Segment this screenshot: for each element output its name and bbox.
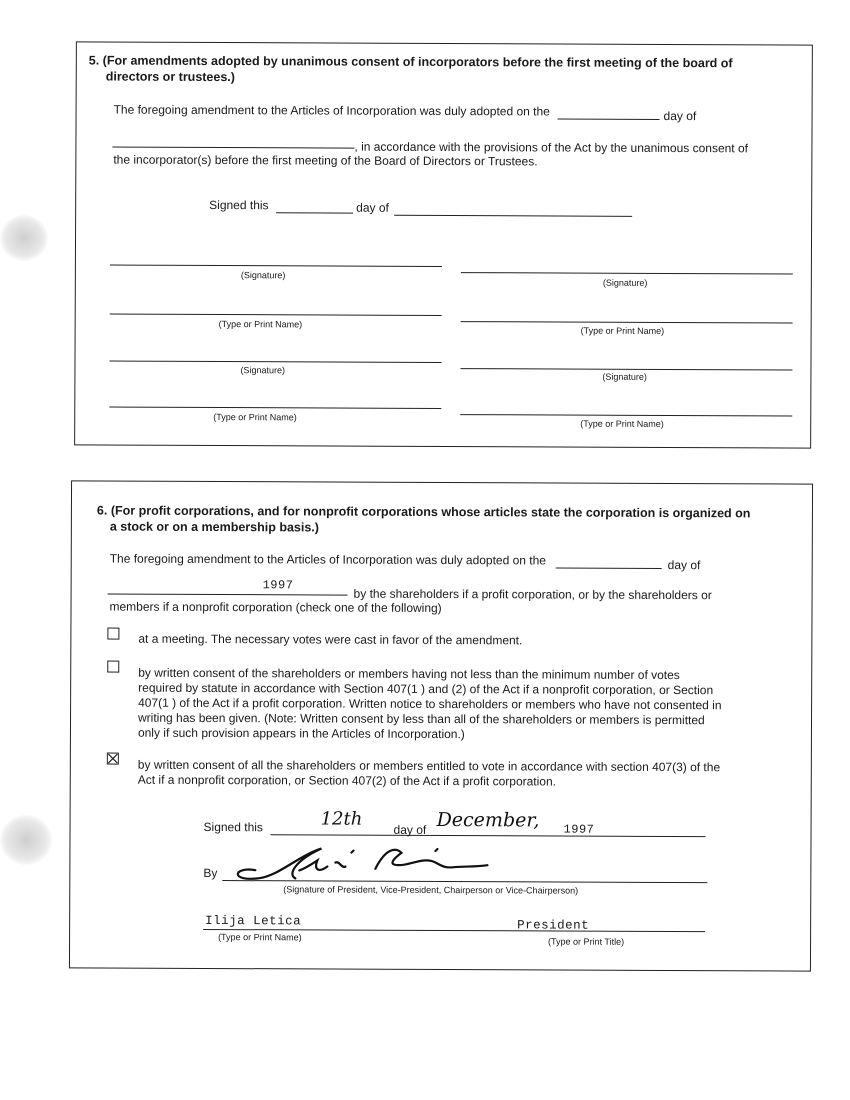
print-name-label-2: (Type or Print Name) [580, 325, 665, 336]
scan-smudge [0, 215, 48, 261]
signature-label-2: (Signature) [602, 277, 648, 288]
section-5-box [74, 41, 813, 448]
option-written-minimum-line: by written consent of the shareholders or members having not less than the minimum number of votes [138, 665, 680, 683]
scan-smudge [0, 815, 52, 865]
section-6-heading: 6. (For profit corporations, and for nonprofit corporations whose articles state the corporation is organized on [96, 503, 751, 521]
signed-month-blank[interactable] [394, 215, 632, 217]
print-name-label: (Type or Print Name) [218, 932, 302, 943]
signature-line-1[interactable] [110, 265, 442, 267]
day-of-text: day of [667, 557, 701, 573]
consent-text-cont: the incorporator(s) before the first meeting of the Board of Directors or Trustees. [113, 152, 538, 169]
consent-text: , in accordance with the provisions of the Act by the unanimous consent of [354, 139, 749, 156]
section-6-heading-cont: a stock or on a membership basis.) [109, 519, 320, 535]
section-5-heading-cont: directors or trustees.) [105, 69, 235, 85]
checkbox-written-consent-minimum[interactable] [107, 661, 119, 673]
day-of-label: day of [356, 200, 389, 215]
day-of-label: day of [393, 822, 427, 837]
section-6-box [69, 480, 813, 971]
adopted-date-blank[interactable] [556, 567, 662, 568]
printed-title: President [517, 918, 590, 933]
signed-day-blank[interactable] [276, 212, 353, 213]
option-written-all-line: by written consent of all the shareholders or members entitled to vote in accordance with section 407(3) of the [137, 757, 721, 775]
print-name-line-3[interactable] [109, 407, 441, 409]
option-at-meeting: at a meeting. The necessary votes were cast in favor of the amendment. [138, 631, 523, 648]
signed-date-line[interactable] [271, 834, 706, 837]
option-written-minimum-line: only if such provision appears in the Articles of Incorporation.) [137, 725, 465, 742]
adopted-text: The foregoing amendment to the Articles of Incorporation was duly adopted on the [113, 102, 550, 119]
day-of-text: day of [663, 108, 697, 124]
section-5-heading: 5. (For amendments adopted by unanimous consent of incorporators before the first meeting of the board of [88, 53, 733, 71]
print-name-line-4[interactable] [460, 414, 792, 416]
print-name-line-2[interactable] [461, 321, 793, 323]
month-blank[interactable] [112, 147, 354, 149]
option-written-minimum-line: writing has been given. (Note: Written consent by less than all of the shareholders or members is permitted [138, 710, 705, 728]
print-name-label-3: (Type or Print Name) [213, 411, 297, 423]
signature-label-3: (Signature) [240, 365, 286, 376]
print-title-label: (Type or Print Title) [548, 936, 625, 947]
handwritten-signature-icon [225, 838, 495, 887]
year-blank[interactable] [108, 594, 348, 596]
adopted-text: The foregoing amendment to the Articles of Incorporation was duly adopted on the [109, 551, 547, 568]
check-x-icon [108, 754, 118, 764]
by-label: By [203, 865, 218, 881]
print-name-line-1[interactable] [110, 314, 442, 316]
signature-line-3[interactable] [109, 361, 441, 363]
checkbox-written-consent-all[interactable] [107, 753, 119, 765]
signature-label-4: (Signature) [602, 371, 647, 382]
shareholders-text: by the shareholders if a profit corporation, or by the shareholders or [353, 586, 712, 603]
adopted-date-blank[interactable] [558, 118, 660, 119]
option-written-all-line: Act if a nonprofit corporation, or Section 407(2) of the Act if a profit corporation. [137, 772, 557, 789]
option-written-minimum-line: required by statute in accordance with Section 407(1 ) and (2) of the Act if a nonprofit corporation, or Section [138, 680, 714, 698]
signed-month-handwritten: December, [436, 808, 540, 832]
shareholders-text-cont: members if a nonprofit corporation (check one of the following) [109, 599, 442, 616]
print-name-label-4: (Type or Print Name) [580, 418, 664, 429]
option-written-minimum-line: 407(1 ) of the Act if a profit corporation. Written notice to shareholders or members who have not consented in [138, 695, 722, 713]
signed-day-handwritten: 12th [320, 808, 363, 830]
checkbox-at-meeting[interactable] [107, 628, 119, 640]
printed-name: Ilija Letica [205, 913, 302, 929]
print-name-label-1: (Type or Print Name) [218, 319, 303, 330]
signed-year: 1997 [563, 822, 595, 837]
signature-caption: (Signature of President, Vice-President, Chairperson or Vice-Chairperson) [283, 884, 579, 896]
signed-this-label: Signed this [209, 197, 269, 213]
signature-label-1: (Signature) [240, 270, 286, 281]
signature-line-4[interactable] [460, 368, 792, 370]
signed-this-label: Signed this [203, 819, 263, 835]
year-value: 1997 [262, 578, 294, 593]
signature-line-2[interactable] [461, 272, 793, 274]
